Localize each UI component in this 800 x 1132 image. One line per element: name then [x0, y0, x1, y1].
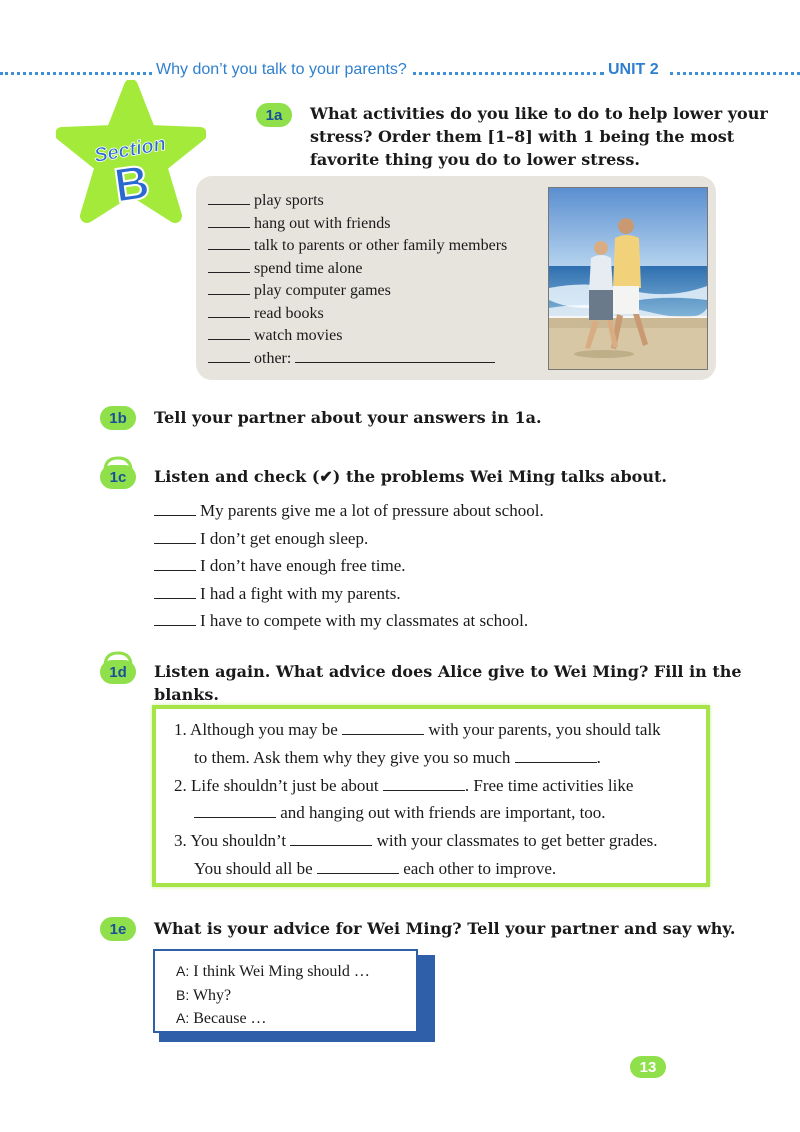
fill-blank[interactable]: [515, 762, 597, 763]
check-blank[interactable]: [154, 598, 196, 599]
list-item: I had a fight with my parents.: [154, 580, 544, 608]
fill-blank[interactable]: [317, 873, 399, 874]
question-1c: Listen and check (✔) the problems Wei Ming talks about.: [154, 467, 667, 486]
list-item: read books: [208, 303, 507, 326]
list-item: spend time alone: [208, 258, 507, 281]
rank-blank[interactable]: [208, 227, 250, 228]
list-item: I have to compete with my classmates at school.: [154, 607, 544, 635]
rank-blank[interactable]: [208, 204, 250, 205]
rank-blank[interactable]: [208, 339, 250, 340]
check-blank[interactable]: [154, 570, 196, 571]
rank-blank[interactable]: [208, 317, 250, 318]
rank-blank[interactable]: [208, 362, 250, 363]
other-blank[interactable]: [295, 362, 495, 363]
question-1e: What is your advice for Wei Ming? Tell your partner and say why.: [154, 919, 736, 938]
fill-blank[interactable]: [342, 734, 424, 735]
list-item: play computer games: [208, 280, 507, 303]
header-title: Why don’t you talk to your parents?: [152, 61, 411, 79]
check-blank[interactable]: [154, 515, 196, 516]
list-item: My parents give me a lot of pressure about school.: [154, 497, 544, 525]
section-letter: B: [111, 155, 153, 214]
list-item: I don’t get enough sleep.: [154, 525, 544, 553]
rank-blank[interactable]: [208, 249, 250, 250]
check-blank[interactable]: [154, 625, 196, 626]
fill-blank[interactable]: [290, 845, 372, 846]
rank-blank[interactable]: [208, 272, 250, 273]
section-star-badge: [56, 80, 206, 230]
sample-dialog: A: I think Wei Ming should … B: Why? A: Because …: [176, 963, 370, 1027]
question-1d: Listen again. What advice does Alice give to Wei Ming? Fill in the blanks.: [154, 662, 742, 704]
list-item: talk to parents or other family members: [208, 235, 507, 258]
check-blank[interactable]: [154, 543, 196, 544]
badge-1e: 1e: [100, 917, 136, 941]
list-item: hang out with friends: [208, 213, 507, 236]
fill-blank[interactable]: [194, 817, 276, 818]
list-item: watch movies: [208, 325, 507, 348]
list-item: I don’t have enough free time.: [154, 552, 544, 580]
question-1b: Tell your partner about your answers in 1a.: [154, 408, 542, 427]
header-dots-left: [0, 72, 152, 75]
list-item: other:: [208, 348, 507, 371]
advice-sentences: 1. Although you may be with your parents, you should talk to them. Ask them why they give you so much . 2. Life shouldn’t just be about . Free time activities like and hanging out with friends are important, too. 3. You shouldn’t with your classmates to get better grades. You should all be each other to improve.: [174, 720, 661, 878]
header-dots-right: [670, 72, 800, 75]
fill-blank[interactable]: [383, 790, 465, 791]
header-dots-middle: [400, 72, 604, 75]
badge-1a: 1a: [256, 103, 292, 127]
unit-label: UNIT 2: [604, 61, 663, 79]
section-word: Section: [92, 132, 168, 168]
list-item: play sports: [208, 190, 507, 213]
badge-1d: 1d: [100, 660, 136, 684]
activity-list: [208, 190, 507, 370]
badge-1c: 1c: [100, 465, 136, 489]
question-1a: What activities do you like to do to help lower your stress? Order them [1–8] with 1 being the most favorite thing you do to lower stress.: [310, 104, 768, 169]
problem-list: [154, 497, 544, 635]
rank-blank[interactable]: [208, 294, 250, 295]
page-number: 13: [630, 1056, 666, 1078]
badge-1b: 1b: [100, 406, 136, 430]
beach-photo: [548, 187, 708, 370]
